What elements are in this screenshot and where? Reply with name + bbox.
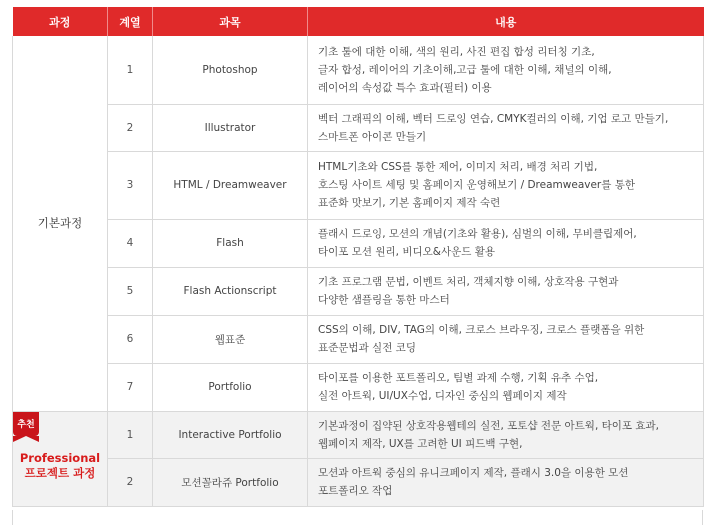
content-line: 포트폴리오 작업	[318, 485, 393, 497]
row-order: 2	[108, 458, 153, 506]
content-line: 실전 아트웍, UI/UX수업, 디자인 중심의 웹페이지 제작	[318, 390, 567, 402]
badge-label: 추천	[17, 419, 35, 430]
row-content	[308, 36, 704, 104]
row-order: 7	[108, 363, 153, 411]
content-line: 웹페이지 제작, UX를 고려한 UI 피드백 구현,	[318, 437, 523, 450]
row-content	[308, 315, 704, 363]
table-row	[13, 219, 704, 267]
table-row	[13, 411, 704, 458]
table-row	[13, 36, 704, 104]
row-subject: 모션꼴라쥬 Portfolio	[153, 458, 308, 506]
row-order: 3	[108, 151, 153, 219]
content-line: 호스팅 사이트 세팅 및 홈페이지 운영해보기 / Dreamweaver를 통한	[318, 179, 636, 191]
basic-course-cell: 기본과정	[13, 36, 108, 411]
content-line: 플래시 드로잉, 모션의 개념(기초와 활용), 심벌의 이해, 무비클립제어,	[318, 228, 637, 240]
table-row	[13, 151, 704, 219]
pro-course-subtitle: 프로젝트 과정	[24, 465, 96, 480]
content-line: 레이어의 속성값 특수 효과(필터) 이용	[318, 81, 492, 94]
table-row	[13, 458, 704, 506]
row-order: 1	[108, 411, 153, 458]
content-line: 기본과정이 집약된 상호작용웹테의 실전, 포토샵 전문 아트웍, 타이포 효과,	[318, 419, 660, 432]
content-line: 글자 합성, 레이어의 기초이해,고급 툴에 대한 이해, 채널의 이해,	[318, 63, 612, 76]
pro-course-title: Professional	[19, 450, 101, 465]
content-line: 기초 툴에 대한 이해, 색의 원리, 사진 편집 합성 리터칭 기초,	[318, 45, 595, 58]
row-subject: HTML / Dreamweaver	[153, 151, 308, 219]
content-line: 타이포 모션 원리, 비디오&사운드 활용	[318, 246, 496, 258]
row-order: 6	[108, 315, 153, 363]
row-content	[308, 458, 704, 506]
content-line: CSS의 이해, DIV, TAG의 이해, 크로스 브라우징, 크로스 플랫폼을 위한	[318, 324, 645, 336]
row-subject: Flash Actionscript	[153, 267, 308, 315]
header-content: 내용	[308, 7, 704, 36]
row-content	[308, 363, 704, 411]
content-line: 스마트폰 아이콘 만들기	[318, 130, 427, 143]
row-subject: Illustrator	[153, 104, 308, 151]
row-content	[308, 151, 704, 219]
row-content	[308, 411, 704, 458]
row-subject: 웹표준	[153, 315, 308, 363]
row-subject: Photoshop	[153, 36, 308, 104]
header-course: 과정	[13, 7, 108, 36]
row-order: 4	[108, 219, 153, 267]
row-subject: Interactive Portfolio	[153, 411, 308, 458]
recommend-badge	[13, 412, 39, 440]
header-subject: 과목	[153, 7, 308, 36]
pro-course-cell	[13, 411, 108, 506]
table-body	[13, 36, 704, 506]
row-content	[308, 219, 704, 267]
content-line: 다양한 샘플링을 통한 마스터	[318, 294, 450, 306]
content-line: 표준화 맛보기, 기본 홈페이지 제작 숙련	[318, 197, 501, 209]
row-subject: Flash	[153, 219, 308, 267]
row-content	[308, 104, 704, 151]
content-line: 벡터 그래픽의 이해, 벡터 드로잉 연습, CMYK컬러의 이해, 기업 로고 만들기,	[318, 112, 669, 125]
header-order: 계열	[108, 7, 153, 36]
content-line: 모션과 아트웍 중심의 유니크페이지 제작, 플래시 3.0을 이용한 모션	[318, 467, 629, 479]
table-row	[13, 363, 704, 411]
table-row	[13, 315, 704, 363]
content-line: 기초 프로그램 문법, 이벤트 처리, 객체지향 이해, 상호작용 구현과	[318, 276, 619, 288]
row-order: 2	[108, 104, 153, 151]
table-row	[13, 267, 704, 315]
content-line: 타이포를 이용한 포트폴리오, 팀별 과제 수행, 기획 유추 수업,	[318, 372, 599, 384]
row-subject: Portfolio	[153, 363, 308, 411]
row-order: 1	[108, 36, 153, 104]
curriculum-table	[12, 7, 704, 507]
table-row	[13, 104, 704, 151]
row-content	[308, 267, 704, 315]
badge-ribbon-tail-icon	[13, 436, 39, 442]
row-order: 5	[108, 267, 153, 315]
table-header-row	[13, 7, 704, 36]
table-bottom-spacer	[12, 510, 703, 525]
content-line: 표준문법과 실전 코딩	[318, 342, 416, 354]
content-line: HTML기초와 CSS를 통한 제어, 이미지 처리, 배경 처리 기법,	[318, 161, 598, 173]
